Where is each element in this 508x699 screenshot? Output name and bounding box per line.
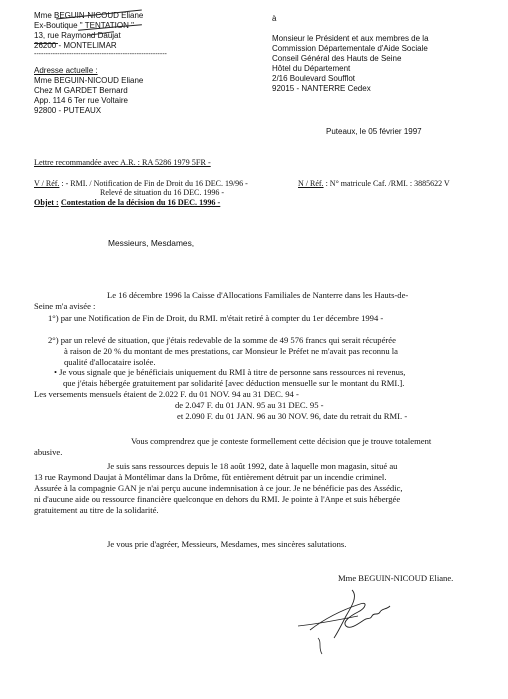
current-address-line: Mme BEGUIN-NICOUD Eliane <box>34 76 144 85</box>
text-line: Assurée à la compagnie GAN je n'ai perçu aucune indemnisation à ce jour. Je ne bénéficie pas des Assédic, <box>34 483 403 493</box>
subject-text: Contestation de la décision du 16 DEC. 1996 - <box>60 198 221 207</box>
registered-letter-number: Lettre recommandée avec A.R. : RA 5286 1979 5FR - <box>34 158 211 167</box>
text-line: qualité d'allocataire isolée. <box>64 357 156 367</box>
paragraph-contest <box>34 436 431 458</box>
handwritten-signature <box>288 586 398 656</box>
our-reference-text: : N° matricule Caf. /RMI. : 3885622 V <box>325 179 450 188</box>
date-place: Puteaux, le 05 février 1997 <box>326 127 422 136</box>
text-line: que j'étais hébergée gratuitement par solidarité [avec déduction mensuelle sur le montant du RMI.]. <box>63 378 405 388</box>
text-line: Les versements mensuels étaient de 2.022 F. du 01 NOV. 94 au 31 DEC. 94 - <box>34 389 299 399</box>
recipient-line: 92015 - NANTERRE Cedex <box>272 84 371 93</box>
text-line: et 2.090 F. du 01 JAN. 96 au 30 NOV. 96, date du retrait du RMI. - <box>177 411 408 421</box>
subject-label: Objet : <box>34 198 59 207</box>
payments <box>34 389 407 422</box>
recipient-line: Monsieur le Président et aux membres de la <box>272 34 429 43</box>
sender-city: 26200 - MONTELIMAR <box>34 41 117 50</box>
our-reference-label: N / Réf. <box>298 179 324 188</box>
current-address-line: Chez M GARDET Bernard <box>34 86 128 95</box>
text-line: de 2.047 F. du 01 JAN. 95 au 31 DEC. 95 - <box>175 400 324 410</box>
text-line: gratuitement au titre de la solidarité. <box>34 505 159 515</box>
recipient-line: Hôtel du Département <box>272 64 351 73</box>
current-address-label: Adresse actuelle : <box>34 66 98 75</box>
your-reference-label: V / Réf. <box>34 179 60 188</box>
closing: Je vous prie d'agréer, Messieurs, Mesdames, mes sincères salutations. <box>107 539 347 549</box>
text-line: • Je vous signale que je bénéficiais uniquement du RMI à titre de personne sans ressources ni revenus, <box>54 367 406 377</box>
your-reference-line2: Relevé de situation du 16 DEC. 1996 - <box>100 188 224 197</box>
strike-mark <box>34 43 58 44</box>
text-line: Vous comprendrez que je conteste formellement cette décision que je trouve totalement <box>131 436 432 446</box>
bullet-note <box>54 367 405 389</box>
our-reference <box>298 178 450 189</box>
current-address-line: 92800 - PUTEAUX <box>34 106 102 115</box>
recipient-line: Conseil Général des Hauts de Seine <box>272 54 402 63</box>
subject-line <box>34 197 220 208</box>
text-line: 2°) par un relevé de situation, que j'étais redevable de la somme de 49 576 francs qui serait récupérée <box>48 335 396 345</box>
paragraph-notification <box>34 290 408 312</box>
item-2 <box>48 335 398 368</box>
current-address-line: App. 114 6 Ter rue Voltaire <box>34 96 128 105</box>
sender-name: Mme BEGUIN-NICOUD Eliane <box>34 11 144 20</box>
salutation: Messieurs, Mesdames, <box>108 238 195 248</box>
your-reference-text: : - RMI. / Notification de Fin de Droit du 16 DEC. 19/96 - <box>61 179 248 188</box>
text-line: ni d'aucune aide ou ressource financière quelconque en dehors du RMI. Je pointe à l'Anpe et suis hébergée <box>34 494 401 504</box>
text-line: Je suis sans ressources depuis le 18 août 1992, date à laquelle mon magasin, situé au <box>107 461 398 471</box>
recipient-line: Commission Départementale d'Aide Sociale <box>272 44 428 53</box>
signature-name: Mme BEGUIN-NICOUD Eliane. <box>338 573 454 583</box>
text-line: à raison de 20 % du montant de mes prestations, car Monsieur le Préfet ne m'avait pas reconnu la <box>64 346 398 356</box>
sender-dashes: --------------------------------------------------------- <box>34 51 167 58</box>
text-line: 13 rue Raymond Daujat à Montélimar dans la Drôme, fût entièrement détruit par un incendie criminel. <box>34 472 387 482</box>
recipient-line: 2/16 Boulevard Soufflot <box>272 74 356 83</box>
sender-shop: Ex-Boutique " TENTATION " <box>34 21 134 30</box>
text-line: Le 16 décembre 1996 la Caisse d'Allocations Familiales de Nanterre dans les Hauts-de- <box>107 290 409 300</box>
paragraph-resources <box>34 461 403 516</box>
recipient-prefix: à <box>272 14 277 23</box>
text-line: Seine m'a avisée : <box>34 301 96 311</box>
text-line: abusive. <box>34 447 63 457</box>
sender-street: 13, rue Raymond Daujat <box>34 31 121 40</box>
item-1: 1°) par une Notification de Fin de Droit, du RMI. m'était retiré à compter du 1er décembre 1994 - <box>48 313 384 323</box>
